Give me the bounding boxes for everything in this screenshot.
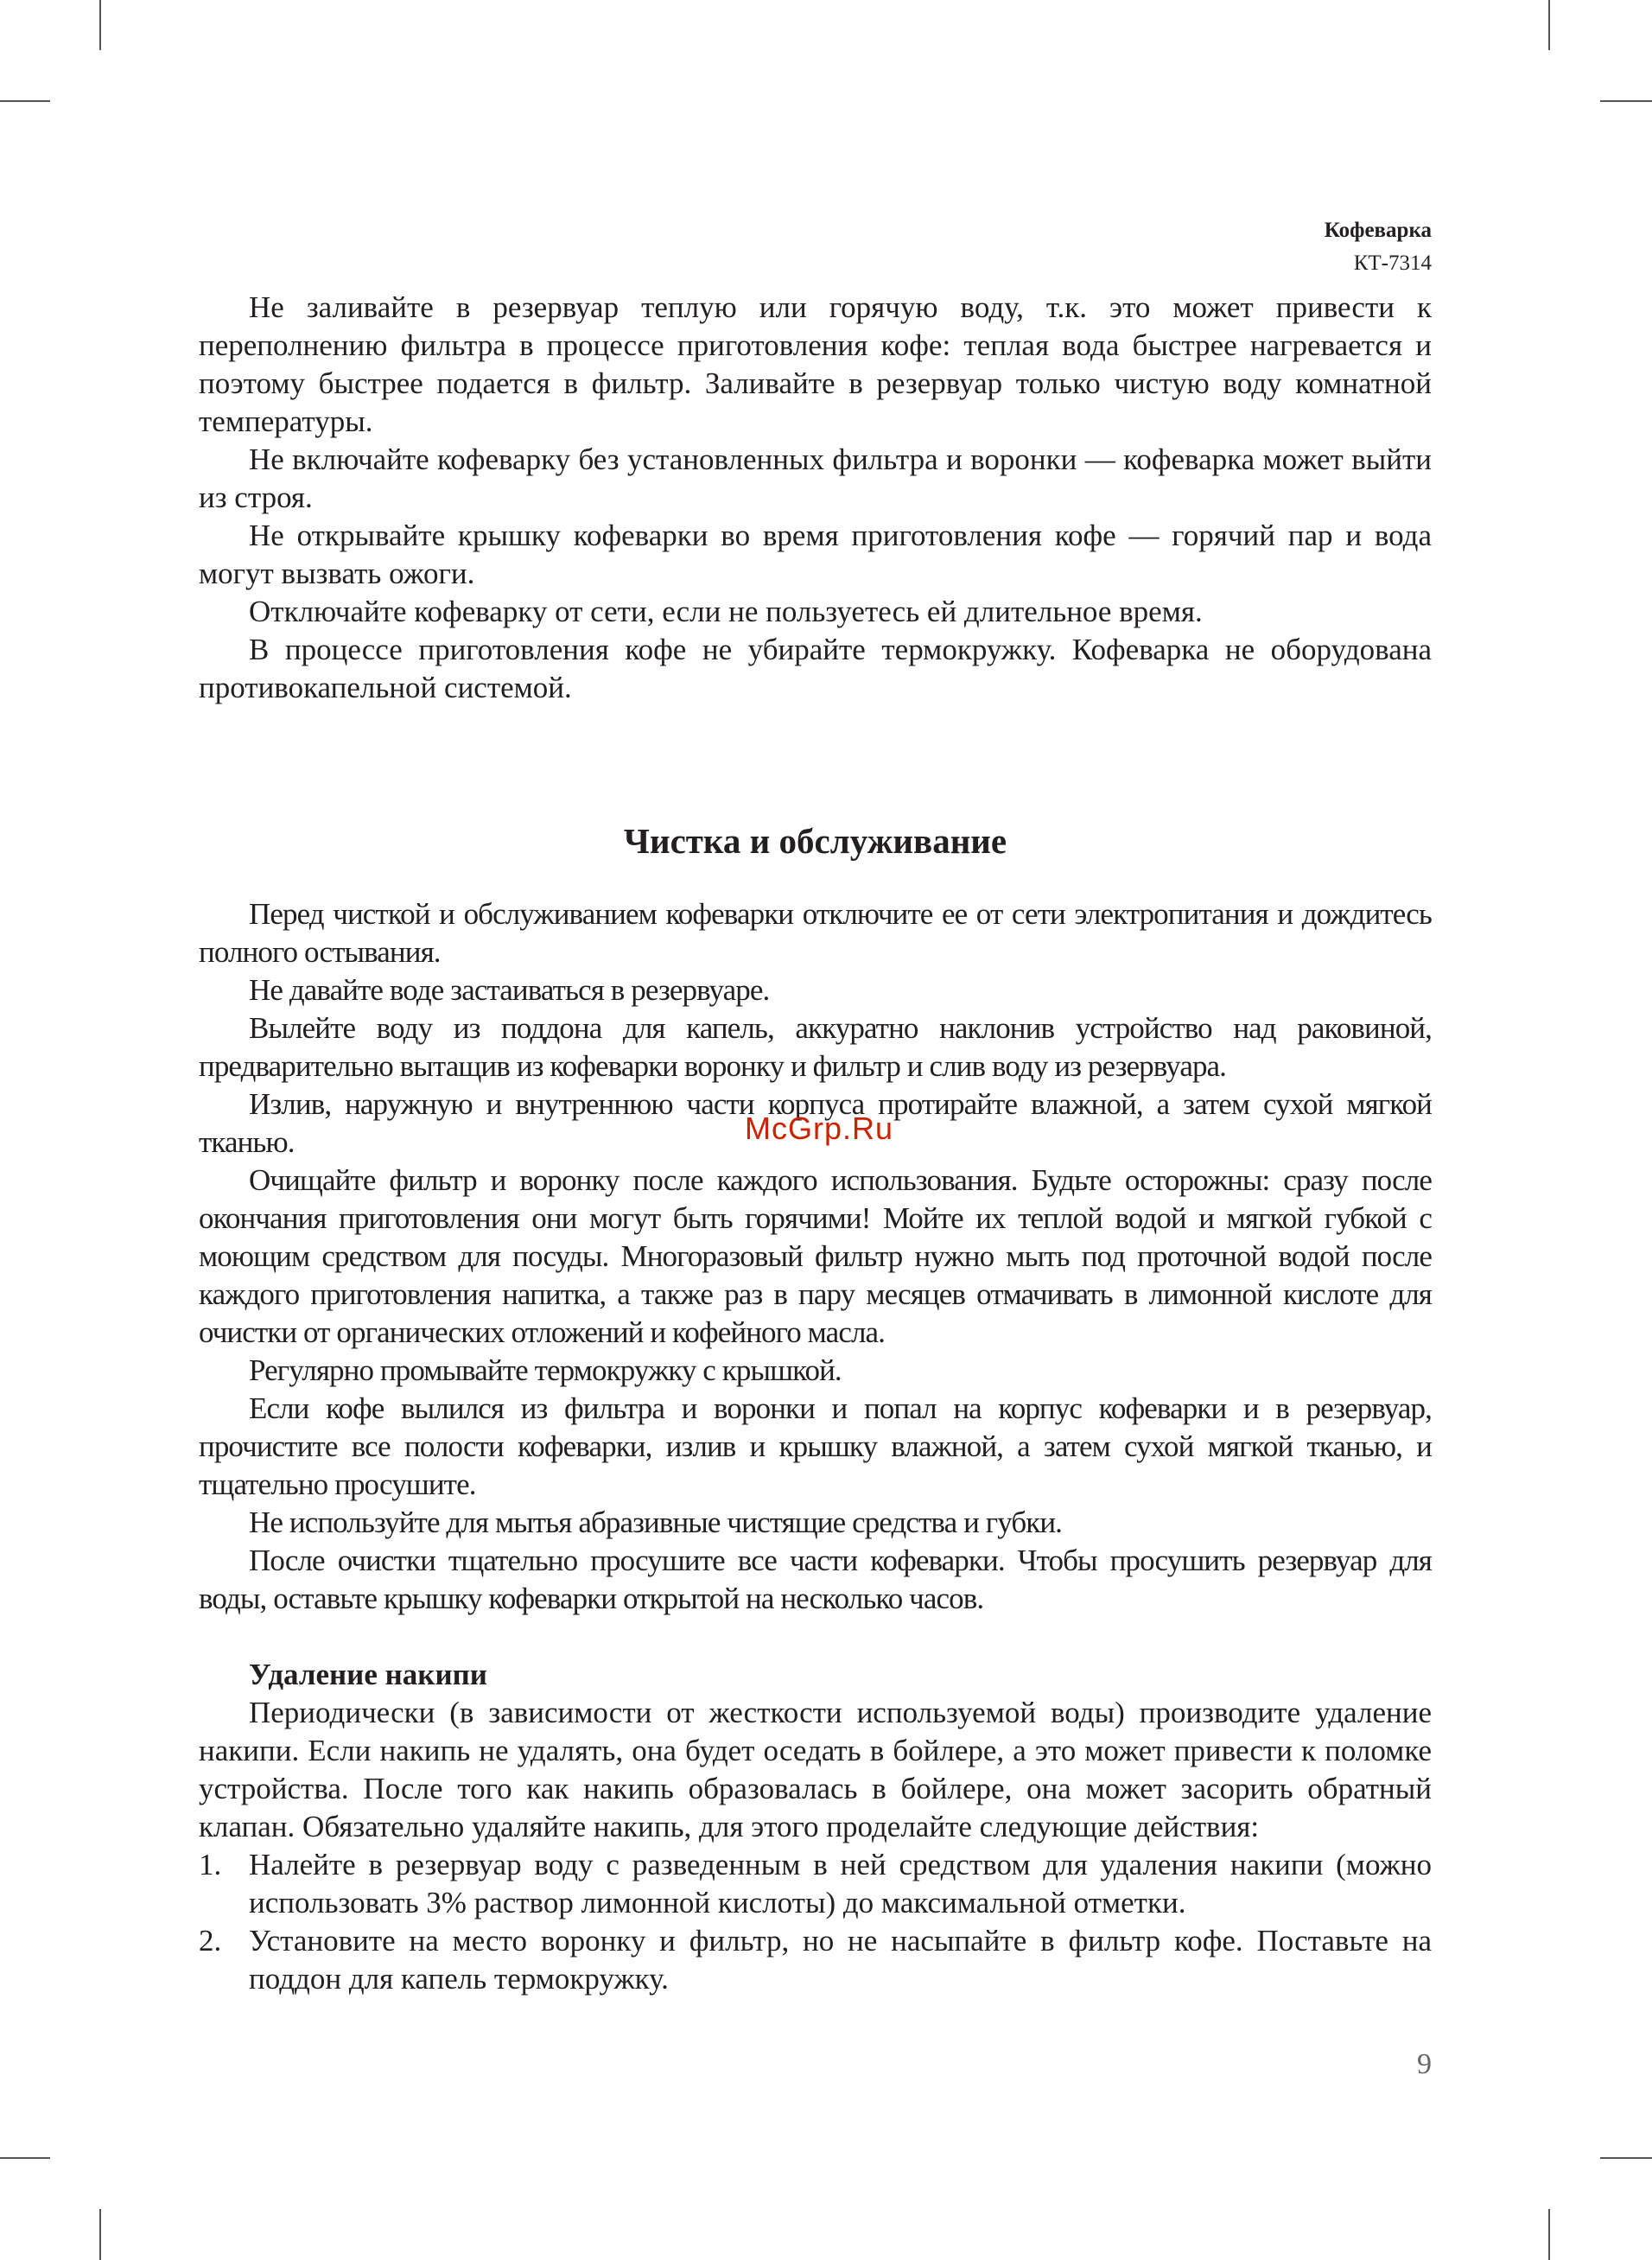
intro-paragraph: Не включайте кофеварку без установленных фильтра и воронки — кофеварка может выйти из строя. [199,442,1432,514]
section-paragraph: Не давайте воде застаиваться в резервуаре. [249,973,770,1007]
section-paragraph: После очистки тщательно просушите все части кофеварки. Чтобы просушить резервуар для воды, оставьте крышку кофеварки открытой на несколько часов. [199,1544,1432,1615]
section-paragraph: Перед чисткой и обслуживанием кофеварки отключите ее от сети электропитания и дождитесь полного остывания. [199,897,1432,969]
header-model-number: КТ-7314 [1353,251,1432,275]
header-product-title: Кофеварка [1324,219,1432,242]
intro-paragraph: Не заливайте в резервуар теплую или горячую воду, т.к. это может привести к переполнению фильтра в процессе приготовления кофе: теплая вода быстрее нагревается и поэтому быстрее подается в фильтр. Заливайте в резервуар только чистую воду комнатной температуры. [199,290,1432,438]
crop-mark [99,2209,101,2260]
running-header [1325,214,1432,280]
intro-paragraph: В процессе приготовления кофе не убирайте термокружку. Кофеварка не оборудована противокапельной системой. [199,633,1432,704]
crop-mark [1600,100,1652,102]
step-number: 2. [199,1924,222,1958]
crop-mark [1600,2157,1652,2159]
crop-mark [1548,0,1550,50]
section-paragraph: Излив, наружную и внутреннюю части корпуса протирайте влажной, а затем сухой мягкой тканью. [199,1087,1432,1159]
section-paragraph: Регулярно промывайте термокружку с крышкой. [249,1353,842,1387]
section-paragraph: Очищайте фильтр и воронку после каждого использования. Будьте осторожны: сразу после окончания приготовления они могут быть горячими! Мойте их теплой водой и мягкой губкой с моющим средством для посуды. Многоразовый фильтр нужно мыть под проточной водой после каждого приготовления напитка, а также раз в пару месяцев отмачивать в лимонной кислоте для очистки от органических отложений и кофейного масла. [199,1163,1432,1349]
crop-mark [0,2157,50,2159]
section-paragraph: Если кофе вылился из фильтра и воронки и попал на корпус кофеварки и в резервуар, прочистите все полости кофеварки, излив и крышку влажной, а затем сухой мягкой тканью, и тщательно просушите. [199,1391,1432,1501]
section-paragraph: Не используйте для мытья абразивные чистящие средства и губки. [249,1506,1063,1539]
descaling-step [199,1846,1432,1922]
descaling-title: Удаление накипи [249,1658,487,1691]
step-text: Установите на место воронку и фильтр, но не насыпайте в фильтр кофе. Поставьте на поддон для капель термокружку. [249,1924,1432,1996]
section-paragraph: Вылейте воду из поддона для капель, аккуратно наклонив устройство над раковиной, предварительно вытащив из кофеварки воронку и фильтр и слив воду из резервуара. [199,1011,1432,1083]
intro-paragraph: Отключайте кофеварку от сети, если не пользуетесь ей длительное время. [249,595,1203,628]
intro-paragraph: Не открывайте крышку кофеварки во время приготовления кофе — горячий пар и вода могут вызвать ожоги. [199,519,1432,590]
crop-mark [1548,2209,1550,2260]
page-number: 9 [1417,2048,1432,2080]
descaling-step [199,1922,1432,1998]
watermark: McGrp.Ru [745,1111,894,1146]
section-title: Чистка и обслуживание [623,821,1007,861]
crop-mark [0,100,50,102]
descaling-intro: Периодически (в зависимости от жесткости используемой воды) производите удаление накипи. Если накипь не удалять, она будет оседать в бойлере, а это может привести к поломке устройства. После того как накипь образовалась в бойлере, она может засорить обратный клапан. Обязательно удаляйте накипь, для этого проделайте следующие действия: [199,1696,1432,1843]
step-number: 1. [199,1848,222,1881]
step-text: Налейте в резервуар воду с разведенным в ней средством для удаления накипи (можно использовать 3% раствор лимонной кислоты) до максимальной отметки. [249,1848,1432,1919]
crop-mark [99,0,101,50]
